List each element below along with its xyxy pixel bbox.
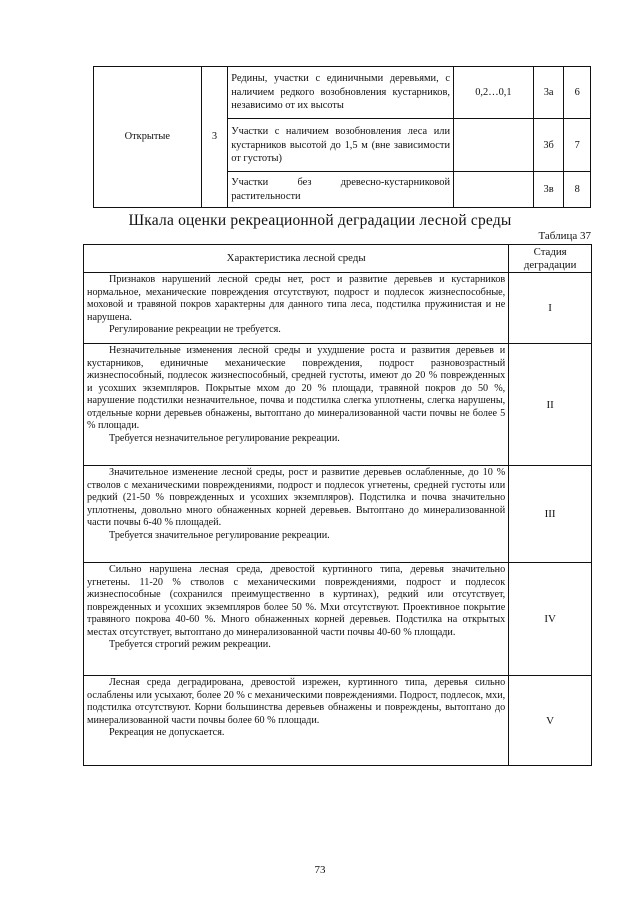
description-cell: Участки без древесно-кустарниковой растительности [228, 172, 454, 208]
index-cell: 8 [564, 172, 591, 208]
table-row [84, 273, 592, 344]
stage-regulation: Требуется значительное регулирование рекреации. [109, 529, 330, 541]
index-cell: 6 [564, 67, 591, 119]
description-cell: Участки с наличием возобновления леса или кустарников высотой до 1,5 м (вне зависимости от густоты) [228, 119, 454, 172]
header-row [84, 245, 592, 273]
forest-category-table [93, 66, 591, 208]
stage-value: II [509, 344, 592, 466]
stage-regulation: Рекреация не допускается. [109, 727, 225, 738]
stage-regulation: Требуется незначительное регулирование рекреации. [109, 432, 340, 444]
stage-value: IV [509, 563, 592, 676]
table-number: Таблица 37 [538, 230, 591, 242]
header-stage: Стадия деградации [509, 245, 592, 273]
stage-regulation: Требуется строгий режим рекреации. [109, 639, 271, 650]
range-cell: 0,2…0,1 [454, 67, 534, 119]
stage-text: Лесная среда деградирована, древостой изрежен, куртинного типа, деревья сильно ослаблены или усыхают, более 20 % с механическими повреждениями. Подрост, подлесок, мхи, подстилка отсутствуют. Корни большинства деревьев обнажены и повреждены, вытоптано до минерализованной части почвы более 60 % площади. [87, 677, 506, 726]
page-number: 73 [314, 864, 326, 876]
stage-description [84, 273, 509, 344]
stage-description [84, 563, 509, 676]
range-cell [454, 119, 534, 172]
stage-text: Значительное изменение лесной среды, рост и развитие деревьев ослабленные, до 10 % стволов с механическими повреждениями, подрост и подлесок угнетены, средней густоты или редкий (21-50 % поврежденных и усохших экземпляров). Подстилка и почва значительно уплотнены, довольно много обнаженных корней деревьев. Вытоптано до минерализованной части почвы 6-40 % площадей. [87, 467, 506, 528]
stage-value: I [509, 273, 592, 344]
header-characteristic: Характеристика лесной среды [84, 245, 509, 273]
stage-value: V [509, 676, 592, 766]
stage-value: III [509, 466, 592, 563]
code-cell: 3в [533, 172, 564, 208]
stage-text: Незначительные изменения лесной среды и ухудшение роста и развития деревьев и кустарников, единичные механические повреждения, подрост разновозрастный жизнеспособный, подлесок жизнеспособный, средней густоты, имеют до 20 % поврежденных и усохших экземпляров. Покрытые мхом до 20 % площади, травяной покров до 50 %, нарушение подстилки незначительное, почва и подстилка слегка уплотнены, слегка нарушены, отдельные корни деревьев обнажены, вытоптано до минерализованной части почвы не более 5 % площади. [87, 345, 506, 431]
scale-title: Шкала оценки рекреационной деградации лесной среды [128, 212, 512, 229]
table-row [84, 676, 592, 766]
degradation-scale-table [83, 244, 592, 766]
category-cell: Открытые [94, 67, 202, 208]
stage-regulation: Регулирование рекреации не требуется. [109, 324, 281, 335]
table-row [84, 466, 592, 563]
stage-text: Сильно нарушена лесная среда, древостой куртинного типа, деревья значительно угнетены. 11-20 % стволов с механическими повреждениями, подрост и подлесок жизнеспособные (сохранился преимущественно в куртинах), редкий или отсутствует, поврежденных и усохших экземпляров более 50 %. Мхи отсутствуют. Проективное покрытие травяного покрова 40-60 %. Много обнаженных корней деревьев. Подстилка на открытых местах отсутствует, вытоптано до минерализованной части почвы 40-60 % площади. [87, 564, 506, 638]
table-row [84, 344, 592, 466]
table-row [84, 563, 592, 676]
description-cell: Редины, участки с единичными деревьями, с наличием редкого возобновления кустарников, независимо от их высоты [228, 67, 454, 119]
stage-description [84, 676, 509, 766]
table-row [94, 67, 591, 119]
code-cell: 3б [533, 119, 564, 172]
stage-description [84, 466, 509, 563]
index-cell: 7 [564, 119, 591, 172]
stage-text: Признаков нарушений лесной среды нет, рост и развитие деревьев и кустарников нормальное, механические повреждения отсутствуют, подрост и подлесок жизнеспособные, моховой и травяной покров характерны для данного типа леса, подстилка пружинистая и не нарушена. [87, 274, 506, 323]
category-number-cell: 3 [201, 67, 228, 208]
range-cell [454, 172, 534, 208]
stage-description [84, 344, 509, 466]
code-cell: 3а [533, 67, 564, 119]
